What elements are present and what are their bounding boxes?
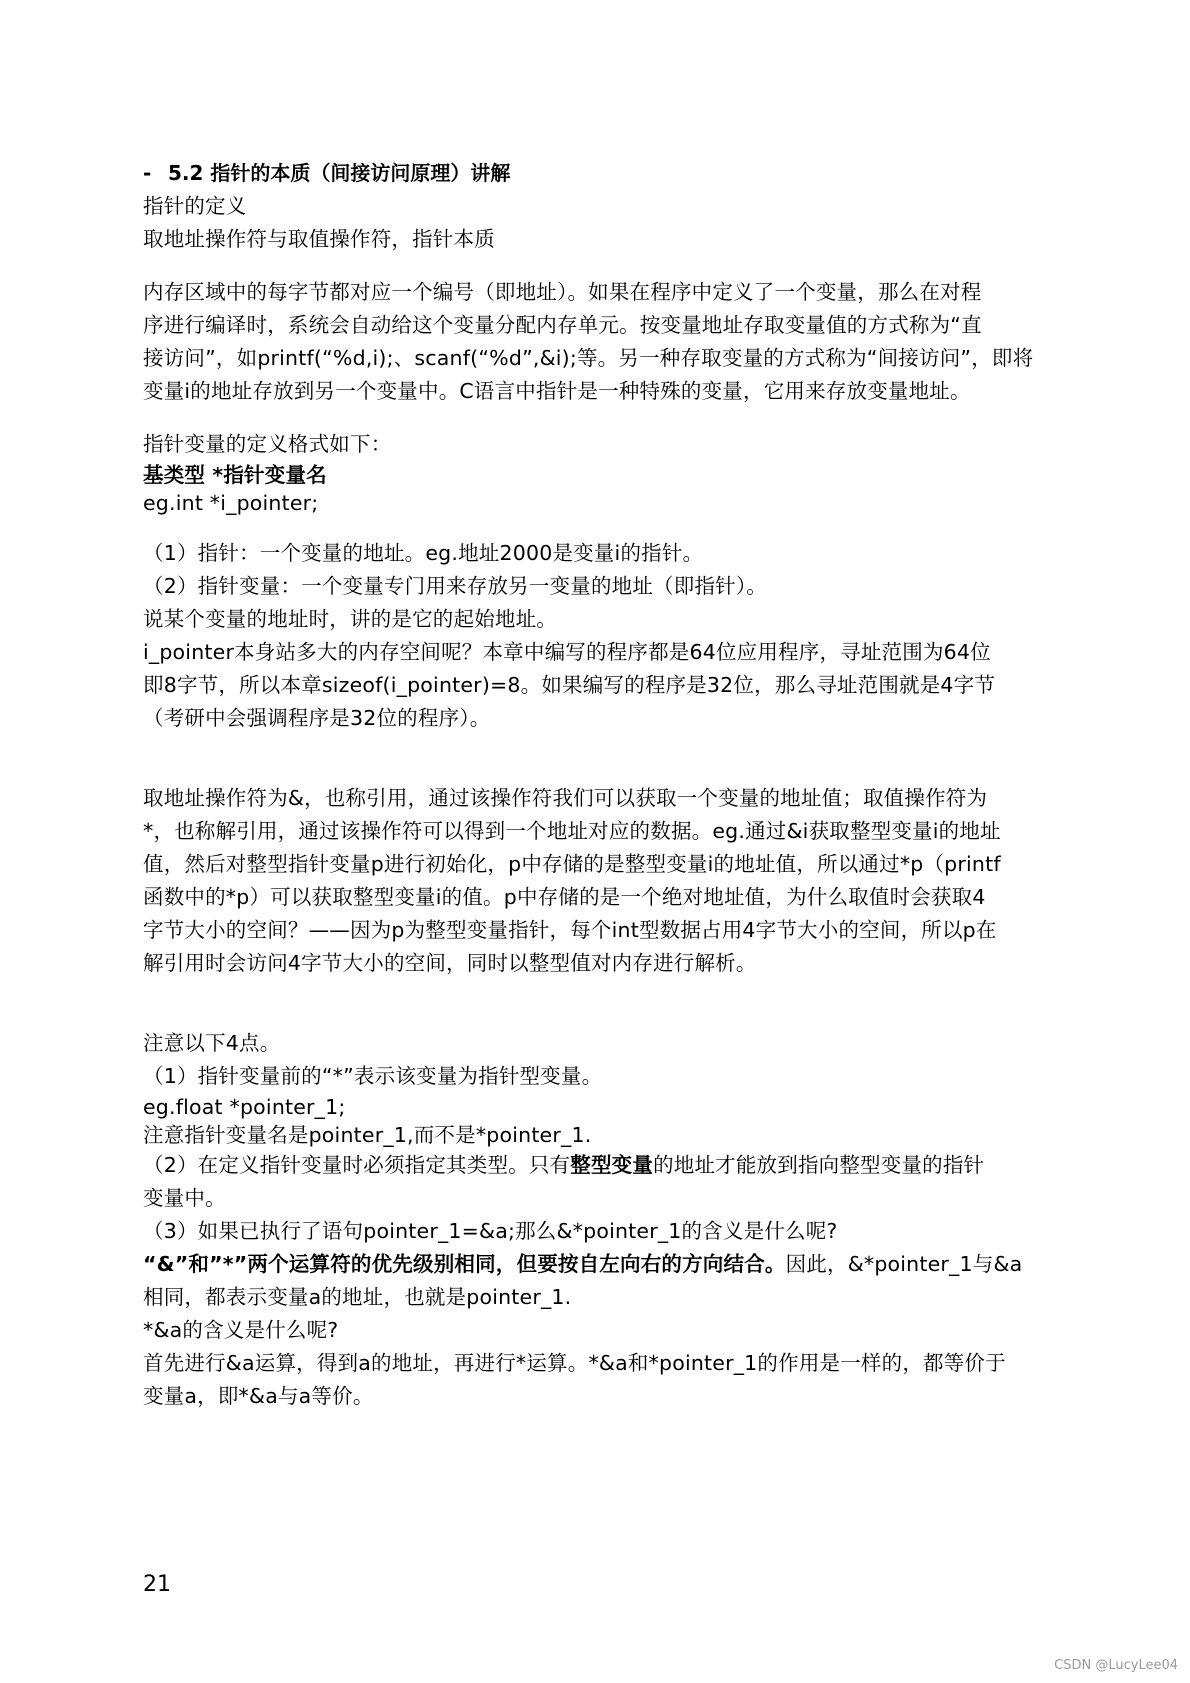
paragraph-line: *，也称解引用，通过该操作符可以得到一个地址对应的数据。eg.通过&i获取整型变量i的地址 <box>143 819 1001 843</box>
paragraph-line: 说某个变量的地址时，讲的是它的起始地址。 <box>143 607 557 631</box>
paragraph-line: （1）指针：一个变量的地址。eg.地址2000是变量i的指针。 <box>143 541 704 565</box>
note-item: （1）指针变量前的“*”表示该变量为指针型变量。 <box>143 1064 603 1088</box>
note-text: 首先进行&a运算，得到a的地址，再进行*运算。*&a和*pointer_1的作用是一样的，都等价于 <box>143 1351 1006 1375</box>
page-content <box>143 156 1043 1413</box>
definition-format: 基类型 *指针变量名 <box>143 463 327 487</box>
note-item <box>143 1149 1043 1182</box>
note-emphasis: “&”和”*”两个运算符的优先级别相同，但要按自左向右的方向结合。 <box>143 1252 786 1276</box>
watermark: CSDN @LucyLee04 <box>1054 1658 1178 1673</box>
notes-title: 注意以下4点。 <box>143 1031 281 1055</box>
paragraph-line: 内存区域中的每字节都对应一个编号（即地址）。如果在程序中定义了一个变量，那么在对程 <box>143 280 982 304</box>
paragraph-line: 序进行编译时，系统会自动给这个变量分配内存单元。按变量地址存取变量值的方式称为“直 <box>143 313 982 337</box>
heading-dash: - <box>143 161 152 185</box>
note-text: 因此，&*pointer_1与&a <box>785 1252 1023 1276</box>
definition-example: eg.int *i_pointer; <box>143 491 319 515</box>
note-text: 变量a，即*&a与a等价。 <box>143 1384 374 1408</box>
paragraph-line: 值，然后对整型指针变量p进行初始化，p中存储的是整型变量i的地址值，所以通过*p（printf <box>143 852 1001 876</box>
note-question: *&a的含义是什么呢? <box>143 1318 339 1342</box>
page-number: 21 <box>143 1572 171 1597</box>
paragraph-line: i_pointer本身站多大的内存空间呢？本章中编写的程序都是64位应用程序，寻址范围为64位 <box>143 640 991 664</box>
note-text: 相同，都表示变量a的地址，也就是pointer_1. <box>143 1285 572 1309</box>
note-item <box>143 1248 1043 1281</box>
note-item: （3）如果已执行了语句pointer_1=&a;那么&*pointer_1的含义是什么呢? <box>143 1219 838 1243</box>
paragraph-line: 取地址操作符为&，也称引用，通过该操作符我们可以获取一个变量的地址值；取值操作符为 <box>143 786 988 810</box>
paragraph-line: 变量i的地址存放到另一个变量中。C语言中指针是一种特殊的变量，它用来存放变量地址。 <box>143 379 971 403</box>
paragraph-line: （2）指针变量：一个变量专门用来存放另一变量的地址（即指针）。 <box>143 574 767 598</box>
paragraph-line: 字节大小的空间？——因为p为整型变量指针，每个int型数据占用4字节大小的空间，所以p在 <box>143 918 997 942</box>
note-text: （2）在定义指针变量时必须指定其类型。只有 <box>143 1153 571 1177</box>
definition-label: 指针变量的定义格式如下： <box>143 432 392 456</box>
intro-line: 指针的定义 <box>143 194 247 218</box>
paragraph-line: 解引用时会访问4字节大小的空间，同时以整型值对内存进行解析。 <box>143 951 757 975</box>
note-text: 变量中。 <box>143 1186 226 1210</box>
paragraph-line: 函数中的*p）可以获取整型变量i的值。p中存储的是一个绝对地址值，为什么取值时会获取4 <box>143 885 986 909</box>
note-text: 的地址才能放到指向整型变量的指针 <box>653 1153 985 1177</box>
note-emphasis: 整型变量 <box>570 1153 654 1177</box>
note-text: 注意指针变量名是pointer_1,而不是*pointer_1. <box>143 1123 592 1147</box>
heading-text: 5.2 指针的本质（间接访问原理）讲解 <box>168 161 511 185</box>
paragraph-line: 接访问”，如printf(“%d,i);、scanf(“%d”,&i);等。另一种存取变量的方式称为“间接访问”，即将 <box>143 346 1034 370</box>
intro-line: 取地址操作符与取值操作符，指针本质 <box>143 227 495 251</box>
paragraph-line: 即8字节，所以本章sizeof(i_pointer)=8。如果编写的程序是32位，那么寻址范围就是4字节 <box>143 673 996 697</box>
note-example: eg.float *pointer_1; <box>143 1095 346 1119</box>
paragraph-line: （考研中会强调程序是32位的程序）。 <box>143 706 491 730</box>
section-heading <box>143 156 1043 190</box>
